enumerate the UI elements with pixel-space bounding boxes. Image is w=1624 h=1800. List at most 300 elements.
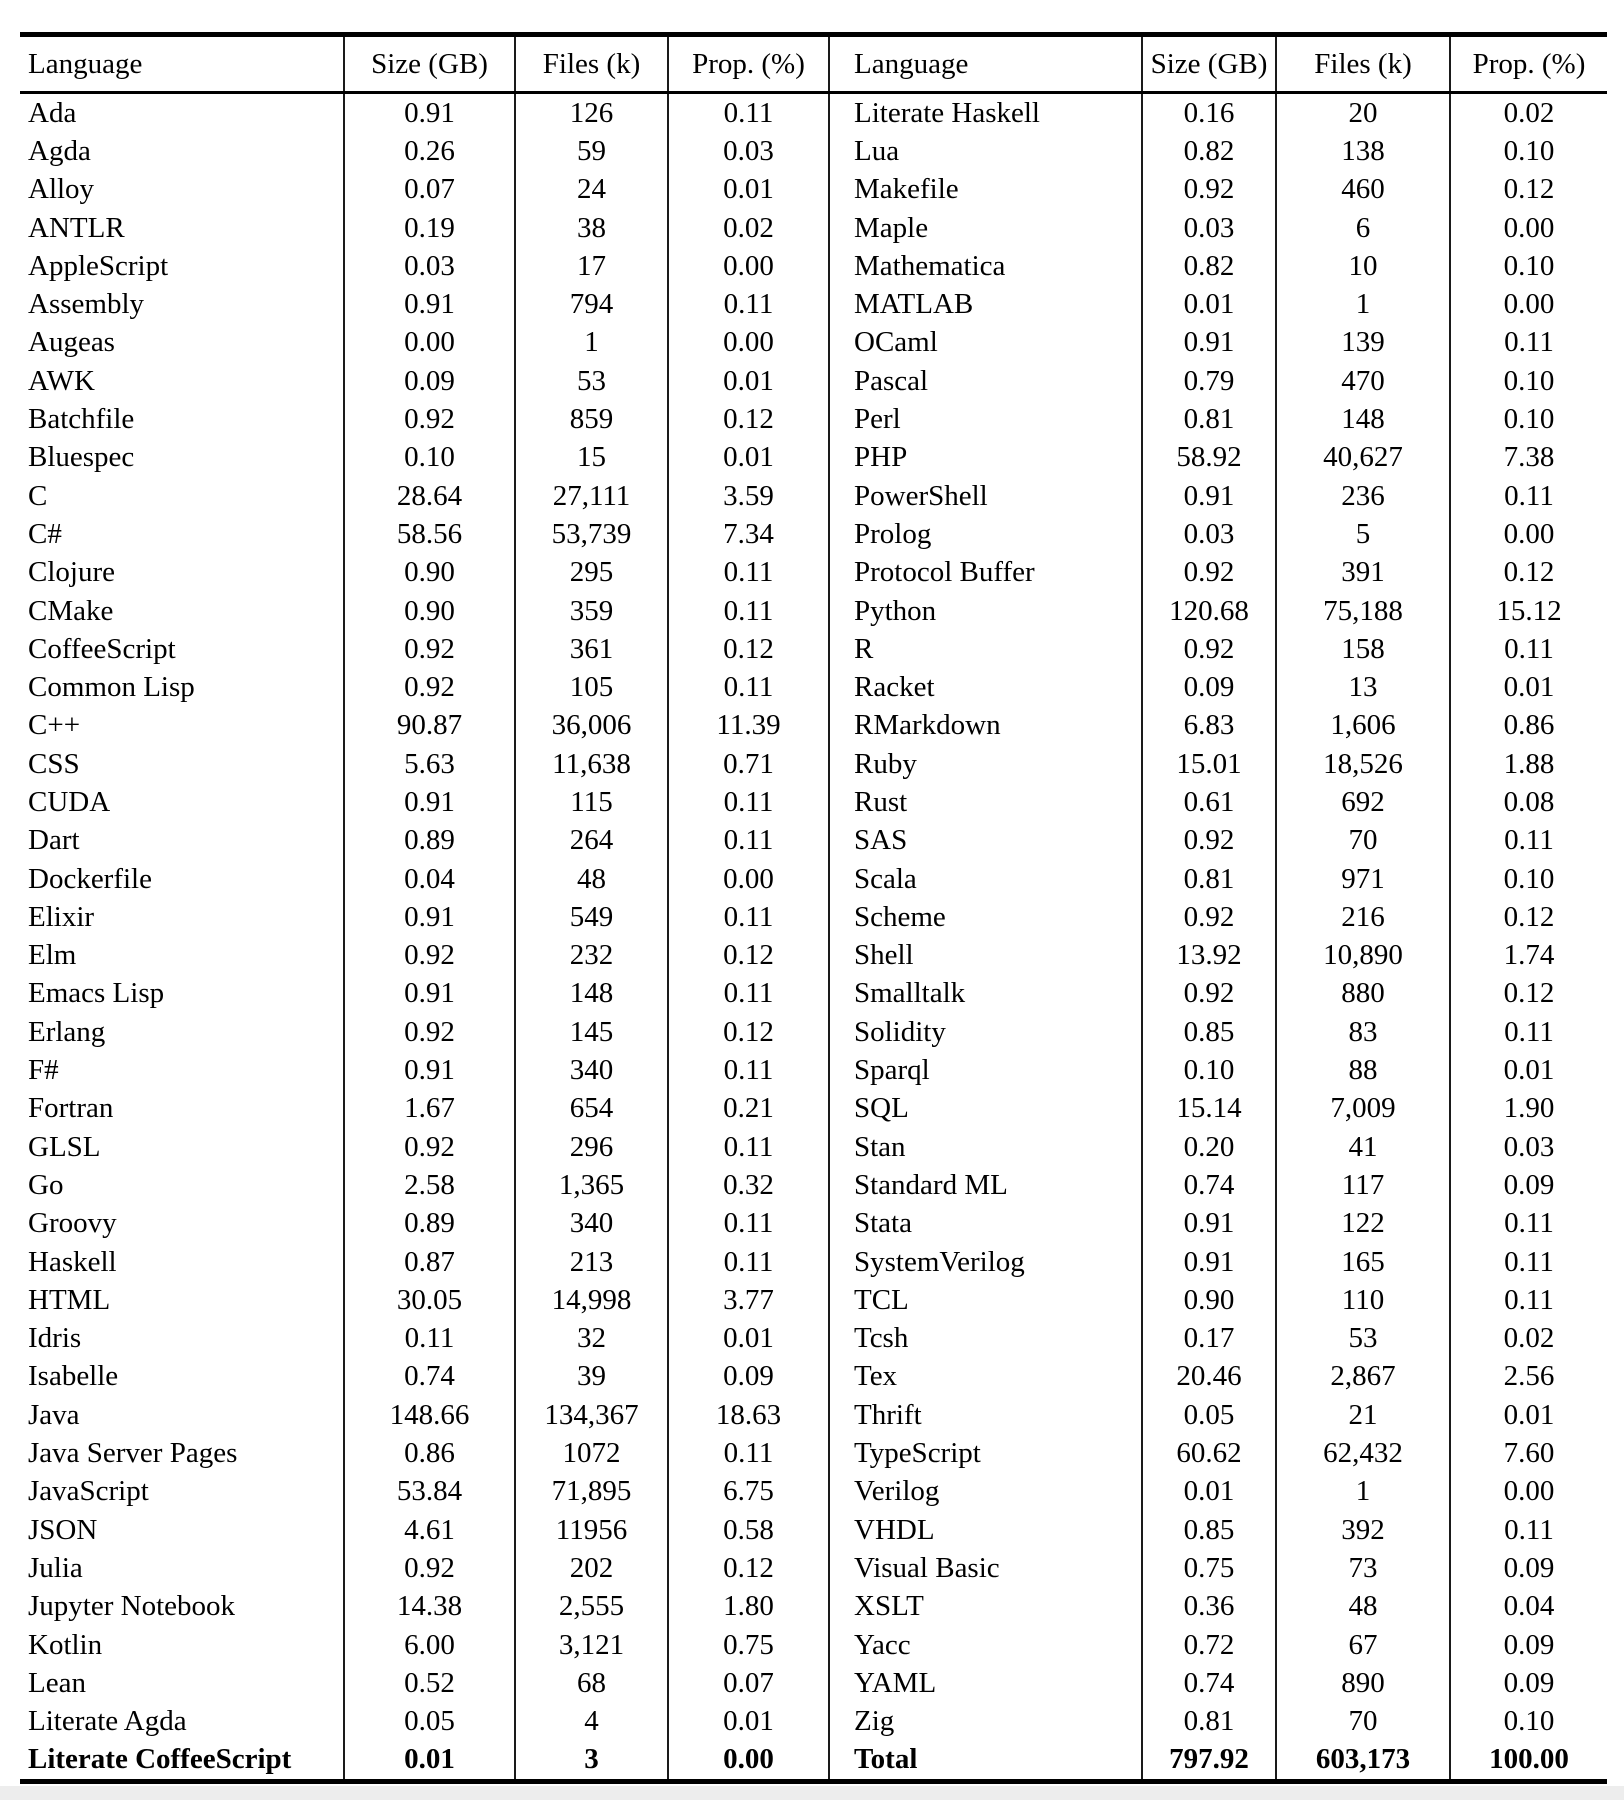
language-cell: Fortran [28,1092,114,1125]
prop-cell: 3.77 [668,1281,829,1319]
language-cell: Bluespec [28,441,135,474]
table-row [20,1396,1607,1434]
table-row [20,898,1607,936]
prop-cell: 0.10 [1450,247,1607,285]
language-cell: C# [28,517,62,550]
prop-cell: 0.02 [1450,93,1607,133]
size-cell: 0.91 [344,285,515,323]
size-cell: 0.92 [344,1013,515,1051]
size-cell: 0.92 [1142,898,1276,936]
files-cell: 3,121 [515,1626,668,1664]
prop-cell: 11.39 [668,707,829,745]
files-cell: 53 [515,362,668,400]
size-cell: 0.52 [344,1664,515,1702]
files-cell: 27,111 [515,477,668,515]
size-cell: 58.56 [344,515,515,553]
prop-cell: 0.11 [1450,1205,1607,1243]
files-cell: 134,367 [515,1396,668,1434]
prop-cell: 0.12 [668,1549,829,1587]
language-cell: Lua [829,132,1142,170]
size-cell: 0.10 [1142,1051,1276,1089]
header-size-left: Size (GB) [344,35,515,93]
language-cell: Lean [28,1666,86,1699]
size-cell: 28.64 [344,477,515,515]
language-cell: CUDA [28,785,111,818]
size-cell: 0.91 [344,1051,515,1089]
language-cell: Literate Agda [28,1705,187,1738]
size-cell: 120.68 [1142,592,1276,630]
size-cell: 0.03 [344,247,515,285]
size-cell: 0.85 [1142,1013,1276,1051]
size-cell: 0.81 [1142,1702,1276,1740]
size-cell: 6.00 [344,1626,515,1664]
prop-cell: 0.11 [668,93,829,133]
language-cell: SQL [829,1090,1142,1128]
language-cell: OCaml [829,324,1142,362]
language-cell: Tex [829,1358,1142,1396]
language-cell: Java [28,1398,80,1431]
size-cell: 0.09 [1142,668,1276,706]
size-cell: 0.87 [344,1243,515,1281]
prop-cell: 0.09 [1450,1166,1607,1204]
size-cell: 90.87 [344,707,515,745]
prop-cell: 1.90 [1450,1090,1607,1128]
files-cell: 1072 [515,1434,668,1472]
size-cell: 0.74 [1142,1664,1276,1702]
size-cell: 0.74 [344,1358,515,1396]
table-row [20,1702,1607,1740]
size-cell: 0.92 [344,630,515,668]
prop-cell: 0.21 [668,1090,829,1128]
size-cell: 0.86 [344,1434,515,1472]
language-cell: XSLT [829,1588,1142,1626]
prop-cell: 0.10 [1450,1702,1607,1740]
size-cell: 0.91 [344,898,515,936]
size-cell: 0.82 [1142,247,1276,285]
files-cell: 148 [515,975,668,1013]
prop-cell: 15.12 [1450,592,1607,630]
files-cell: 361 [515,630,668,668]
header-language-left: Language [20,35,344,93]
size-cell: 0.91 [344,93,515,133]
prop-cell: 0.08 [1450,783,1607,821]
size-cell: 0.91 [1142,1205,1276,1243]
files-cell: 48 [515,860,668,898]
prop-cell: 0.09 [1450,1664,1607,1702]
size-cell: 0.81 [1142,400,1276,438]
size-cell: 15.01 [1142,745,1276,783]
files-cell: 145 [515,1013,668,1051]
language-cell: Verilog [829,1473,1142,1511]
prop-cell: 0.07 [668,1664,829,1702]
language-cell: AWK [28,364,95,397]
prop-cell: 0.09 [668,1358,829,1396]
size-cell: 6.83 [1142,707,1276,745]
files-cell: 148 [1276,400,1450,438]
language-cell: Clojure [28,556,115,589]
files-cell: 10,890 [1276,937,1450,975]
prop-cell: 0.12 [1450,554,1607,592]
files-cell: 17 [515,247,668,285]
language-cell: Zig [829,1702,1142,1740]
table-row [20,285,1607,323]
files-cell: 68 [515,1664,668,1702]
table-row [20,1473,1607,1511]
size-cell: 5.63 [344,745,515,783]
files-cell: 21 [1276,1396,1450,1434]
prop-cell: 0.11 [668,1205,829,1243]
files-cell: 38 [515,209,668,247]
files-cell: 126 [515,93,668,133]
files-cell: 110 [1276,1281,1450,1319]
language-cell: Standard ML [829,1166,1142,1204]
prop-cell: 0.01 [668,1702,829,1740]
files-cell: 40,627 [1276,439,1450,477]
header-language-right: Language [829,35,1142,93]
header-size-right: Size (GB) [1142,35,1276,93]
files-cell: 165 [1276,1243,1450,1281]
language-cell: Python [829,592,1142,630]
prop-cell: 0.02 [1450,1320,1607,1358]
table-row [20,1013,1607,1051]
language-cell: Common Lisp [28,671,195,704]
prop-cell: 0.11 [668,898,829,936]
files-cell: 880 [1276,975,1450,1013]
table-row [20,937,1607,975]
language-cell: TCL [829,1281,1142,1319]
language-cell: Jupyter Notebook [28,1590,235,1623]
size-cell: 0.82 [1142,132,1276,170]
language-cell: MATLAB [829,285,1142,323]
language-cell: Julia [28,1551,83,1584]
language-cell: CSS [28,747,80,780]
files-cell: 202 [515,1549,668,1587]
prop-cell: 0.11 [1450,1013,1607,1051]
language-cell: Solidity [829,1013,1142,1051]
language-cell: SAS [829,822,1142,860]
size-cell: 0.91 [344,783,515,821]
language-cell: SystemVerilog [829,1243,1142,1281]
language-cell: CMake [28,594,114,627]
table-row [20,1205,1607,1243]
prop-cell: 100.00 [1450,1741,1607,1782]
prop-cell: 1.88 [1450,745,1607,783]
size-cell: 0.26 [344,132,515,170]
size-cell: 0.91 [1142,324,1276,362]
prop-cell: 0.00 [668,860,829,898]
prop-cell: 0.01 [1450,1396,1607,1434]
files-cell: 62,432 [1276,1434,1450,1472]
language-cell: Alloy [28,173,95,206]
prop-cell: 0.11 [1450,1511,1607,1549]
prop-cell: 0.01 [1450,1051,1607,1089]
table-row [20,171,1607,209]
language-cell: Smalltalk [829,975,1142,1013]
prop-cell: 0.58 [668,1511,829,1549]
prop-cell: 0.02 [668,209,829,247]
prop-cell: 0.11 [668,783,829,821]
files-cell: 139 [1276,324,1450,362]
size-cell: 0.90 [1142,1281,1276,1319]
prop-cell: 0.04 [1450,1588,1607,1626]
table-row [20,362,1607,400]
files-cell: 138 [1276,132,1450,170]
size-cell: 0.05 [1142,1396,1276,1434]
files-cell: 158 [1276,630,1450,668]
language-cell: Maple [829,209,1142,247]
page-bottom-strip [0,1786,1624,1800]
files-cell: 264 [515,822,668,860]
size-cell: 0.00 [344,324,515,362]
size-cell: 0.03 [1142,209,1276,247]
table-row [20,745,1607,783]
size-cell: 13.92 [1142,937,1276,975]
prop-cell: 0.11 [1450,822,1607,860]
files-cell: 654 [515,1090,668,1128]
prop-cell: 0.11 [668,554,829,592]
files-cell: 1,365 [515,1166,668,1204]
language-cell: Erlang [28,1015,106,1048]
language-cell: Literate Haskell [829,93,1142,133]
size-cell: 53.84 [344,1473,515,1511]
table-row [20,1166,1607,1204]
prop-cell: 0.00 [668,247,829,285]
table-row [20,1320,1607,1358]
size-cell: 2.58 [344,1166,515,1204]
prop-cell: 7.34 [668,515,829,553]
files-cell: 20 [1276,93,1450,133]
files-cell: 340 [515,1051,668,1089]
size-cell: 0.03 [1142,515,1276,553]
prop-cell: 0.12 [668,630,829,668]
size-cell: 0.92 [344,1128,515,1166]
language-cell: Kotlin [28,1628,103,1661]
size-cell: 0.01 [1142,285,1276,323]
language-cell: C++ [28,709,81,742]
table-row [20,592,1607,630]
table-row [20,439,1607,477]
prop-cell: 0.75 [668,1626,829,1664]
files-cell: 70 [1276,1702,1450,1740]
language-cell: Literate CoffeeScript [28,1743,292,1776]
files-cell: 122 [1276,1205,1450,1243]
size-cell: 0.81 [1142,860,1276,898]
language-cell: C [28,479,48,512]
size-cell: 0.92 [1142,630,1276,668]
files-cell: 67 [1276,1626,1450,1664]
language-cell: Elixir [28,900,95,933]
files-cell: 213 [515,1243,668,1281]
language-cell: Haskell [28,1245,117,1278]
language-cell: HTML [28,1283,111,1316]
language-cell: Pascal [829,362,1142,400]
prop-cell: 0.12 [1450,171,1607,209]
files-cell: 1 [1276,1473,1450,1511]
size-cell: 0.09 [344,362,515,400]
language-cell: Batchfile [28,403,135,436]
language-cell: GLSL [28,1130,101,1163]
prop-cell: 0.00 [668,1741,829,1782]
header-prop-left: Prop. (%) [668,35,829,93]
language-cell: JSON [28,1513,98,1546]
files-cell: 36,006 [515,707,668,745]
table-row [20,515,1607,553]
files-cell: 603,173 [1276,1741,1450,1782]
language-cell: Prolog [829,515,1142,553]
files-cell: 48 [1276,1588,1450,1626]
size-cell: 0.07 [344,171,515,209]
prop-cell: 0.03 [1450,1128,1607,1166]
table-row [20,1549,1607,1587]
language-cell: ANTLR [28,211,125,244]
prop-cell: 1.80 [668,1588,829,1626]
prop-cell: 0.11 [668,1243,829,1281]
files-cell: 232 [515,937,668,975]
prop-cell: 0.00 [1450,1473,1607,1511]
language-cell: Total [829,1741,1142,1782]
prop-cell: 1.74 [1450,937,1607,975]
files-cell: 73 [1276,1549,1450,1587]
table-row [20,554,1607,592]
files-cell: 859 [515,400,668,438]
prop-cell: 0.11 [668,668,829,706]
size-cell: 58.92 [1142,439,1276,477]
table-row [20,1664,1607,1702]
table-row [20,630,1607,668]
prop-cell: 0.01 [668,171,829,209]
size-cell: 0.90 [344,554,515,592]
size-cell: 0.74 [1142,1166,1276,1204]
files-cell: 53 [1276,1320,1450,1358]
files-cell: 13 [1276,668,1450,706]
language-cell: Rust [829,783,1142,821]
language-cell: Elm [28,939,77,972]
size-cell: 0.79 [1142,362,1276,400]
language-cell: Isabelle [28,1360,119,1393]
size-cell: 0.04 [344,860,515,898]
prop-cell: 0.00 [668,324,829,362]
files-cell: 340 [515,1205,668,1243]
files-cell: 971 [1276,860,1450,898]
language-cell: Java Server Pages [28,1437,238,1470]
prop-cell: 0.11 [668,975,829,1013]
language-cell: Augeas [28,326,115,359]
table-row [20,783,1607,821]
size-cell: 20.46 [1142,1358,1276,1396]
files-cell: 115 [515,783,668,821]
files-cell: 75,188 [1276,592,1450,630]
files-cell: 1,606 [1276,707,1450,745]
prop-cell: 0.11 [1450,477,1607,515]
size-cell: 0.85 [1142,1511,1276,1549]
prop-cell: 0.12 [668,937,829,975]
size-cell: 0.17 [1142,1320,1276,1358]
language-cell: Visual Basic [829,1549,1142,1587]
prop-cell: 0.12 [1450,898,1607,936]
prop-cell: 0.10 [1450,860,1607,898]
language-cell: YAML [829,1664,1142,1702]
size-cell: 0.01 [344,1741,515,1782]
files-cell: 295 [515,554,668,592]
language-cell: Groovy [28,1207,117,1240]
language-cell: Racket [829,668,1142,706]
language-cell: JavaScript [28,1475,149,1508]
files-cell: 692 [1276,783,1450,821]
prop-cell: 0.11 [668,1128,829,1166]
size-cell: 0.75 [1142,1549,1276,1587]
size-cell: 0.36 [1142,1588,1276,1626]
files-cell: 32 [515,1320,668,1358]
prop-cell: 6.75 [668,1473,829,1511]
prop-cell: 0.71 [668,745,829,783]
language-cell: Emacs Lisp [28,977,165,1010]
prop-cell: 0.00 [1450,285,1607,323]
size-cell: 0.92 [1142,171,1276,209]
language-cell: TypeScript [829,1434,1142,1472]
prop-cell: 0.11 [1450,630,1607,668]
size-cell: 797.92 [1142,1741,1276,1782]
size-cell: 0.11 [344,1320,515,1358]
header-row [20,35,1607,93]
size-cell: 0.92 [344,1549,515,1587]
table-row [20,477,1607,515]
header-files-right: Files (k) [1276,35,1450,93]
prop-cell: 18.63 [668,1396,829,1434]
files-cell: 39 [515,1358,668,1396]
language-cell: Perl [829,400,1142,438]
language-cell: F# [28,1054,59,1087]
prop-cell: 0.32 [668,1166,829,1204]
table-row [20,1626,1607,1664]
prop-cell: 0.01 [668,439,829,477]
table-row [20,132,1607,170]
size-cell: 1.67 [344,1090,515,1128]
files-cell: 890 [1276,1664,1450,1702]
prop-cell: 0.01 [1450,668,1607,706]
files-cell: 18,526 [1276,745,1450,783]
files-cell: 88 [1276,1051,1450,1089]
prop-cell: 0.11 [668,592,829,630]
files-cell: 392 [1276,1511,1450,1549]
language-stats-table [20,32,1607,1784]
prop-cell: 0.12 [1450,975,1607,1013]
size-cell: 14.38 [344,1588,515,1626]
files-cell: 296 [515,1128,668,1166]
files-cell: 4 [515,1702,668,1740]
size-cell: 0.19 [344,209,515,247]
files-cell: 2,555 [515,1588,668,1626]
language-cell: CoffeeScript [28,632,176,665]
files-cell: 216 [1276,898,1450,936]
prop-cell: 0.11 [668,285,829,323]
size-cell: 0.91 [1142,1243,1276,1281]
prop-cell: 0.11 [1450,1243,1607,1281]
files-cell: 1 [515,324,668,362]
size-cell: 0.92 [344,400,515,438]
language-cell: Assembly [28,288,144,321]
files-cell: 83 [1276,1013,1450,1051]
size-cell: 0.16 [1142,93,1276,133]
table-row [20,1243,1607,1281]
prop-cell: 0.11 [668,1434,829,1472]
language-cell: Ruby [829,745,1142,783]
files-cell: 1 [1276,285,1450,323]
files-cell: 24 [515,171,668,209]
files-cell: 549 [515,898,668,936]
files-cell: 470 [1276,362,1450,400]
table-row [20,822,1607,860]
language-cell: Idris [28,1322,82,1355]
